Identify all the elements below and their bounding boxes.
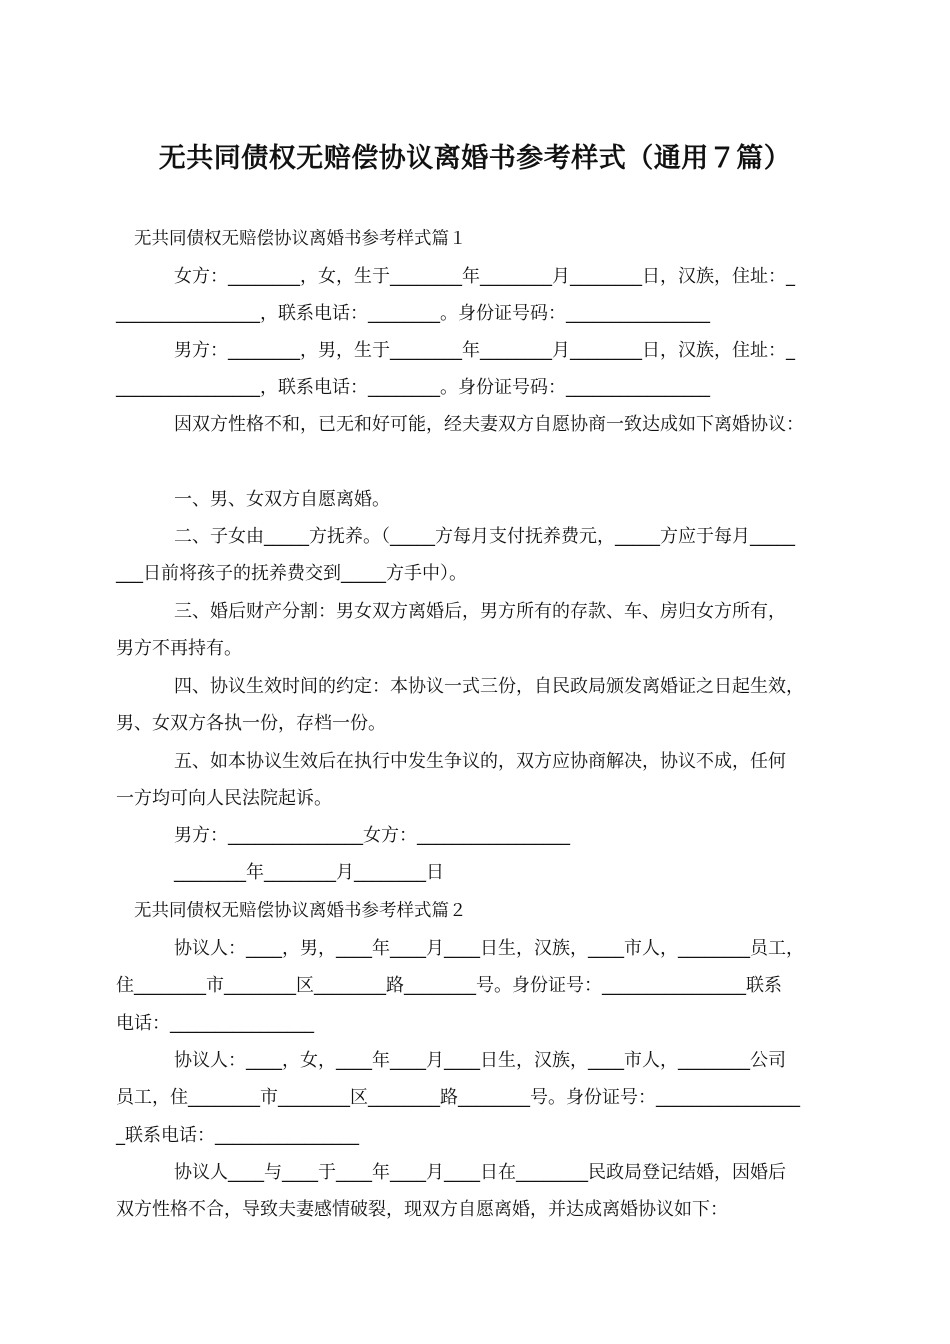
paragraph-line: 一、男、女双方自愿离婚。 <box>174 489 390 510</box>
paragraph-line: 协议人：____，女，____年____月____日生，汉族，____市人，________公司 <box>174 1050 786 1071</box>
date-line: ________年________月________日 <box>174 862 444 883</box>
paragraph-line: 因双方性格不和，已无和好可能，经夫妻双方自愿协商一致达成如下离婚协议： <box>174 414 804 435</box>
section-heading-1: 无共同债权无赔偿协议离婚书参考样式篇１ <box>134 229 467 249</box>
paragraph-line: 住________市________区________路________号。身份证号：________________联系 <box>116 975 782 996</box>
paragraph-line: 电话：________________ <box>116 1013 314 1034</box>
paragraph-line: 男方：________，男，生于________年________月________日，汉族，住址：_ <box>174 340 795 361</box>
section-heading-2: 无共同债权无赔偿协议离婚书参考样式篇２ <box>134 901 467 921</box>
paragraph-line: 二、子女由_____方抚养。（_____方每月支付抚养费元，_____方应于每月_____ <box>174 526 795 547</box>
paragraph-line: 协议人：____，男，____年____月____日生，汉族，____市人，________员工， <box>174 938 804 959</box>
paragraph-line: 男、女双方各执一份，存档一份。 <box>116 713 386 734</box>
paragraph-line: 三、婚后财产分割：男女双方离婚后，男方所有的存款、车、房归女方所有， <box>174 601 786 622</box>
paragraph-line: 五、如本协议生效后在执行中发生争议的，双方应协商解决，协议不成，任何 <box>174 751 786 772</box>
paragraph-line: 员工，住________市________区________路________号。身份证号：________________ <box>116 1087 800 1108</box>
document-title: 无共同债权无赔偿协议离婚书参考样式（通用７篇） <box>158 143 792 174</box>
paragraph-line: 四、协议生效时间的约定：本协议一式三份，自民政局颁发离婚证之日起生效， <box>174 676 804 697</box>
paragraph-line: 一方均可向人民法院起诉。 <box>116 788 332 809</box>
paragraph-line: 协议人____与____于____年____月____日在________民政局登记结婚，因婚后 <box>174 1162 786 1183</box>
paragraph-line: 双方性格不合，导致夫妻感情破裂，现双方自愿离婚，并达成离婚协议如下： <box>116 1199 728 1220</box>
paragraph-line: 女方：________，女，生于________年________月________日，汉族，住址：_ <box>174 266 795 287</box>
paragraph-line: ________________，联系电话：________。身份证号码：________________ <box>116 303 710 324</box>
paragraph-line: 男方不再持有。 <box>116 638 242 659</box>
paragraph-line: ________________，联系电话：________。身份证号码：________________ <box>116 377 710 398</box>
paragraph-line: _联系电话：________________ <box>116 1125 359 1146</box>
signature-line: 男方：_______________女方：_________________ <box>174 825 570 846</box>
paragraph-line: ___日前将孩子的抚养费交到_____方手中）。 <box>116 563 467 584</box>
